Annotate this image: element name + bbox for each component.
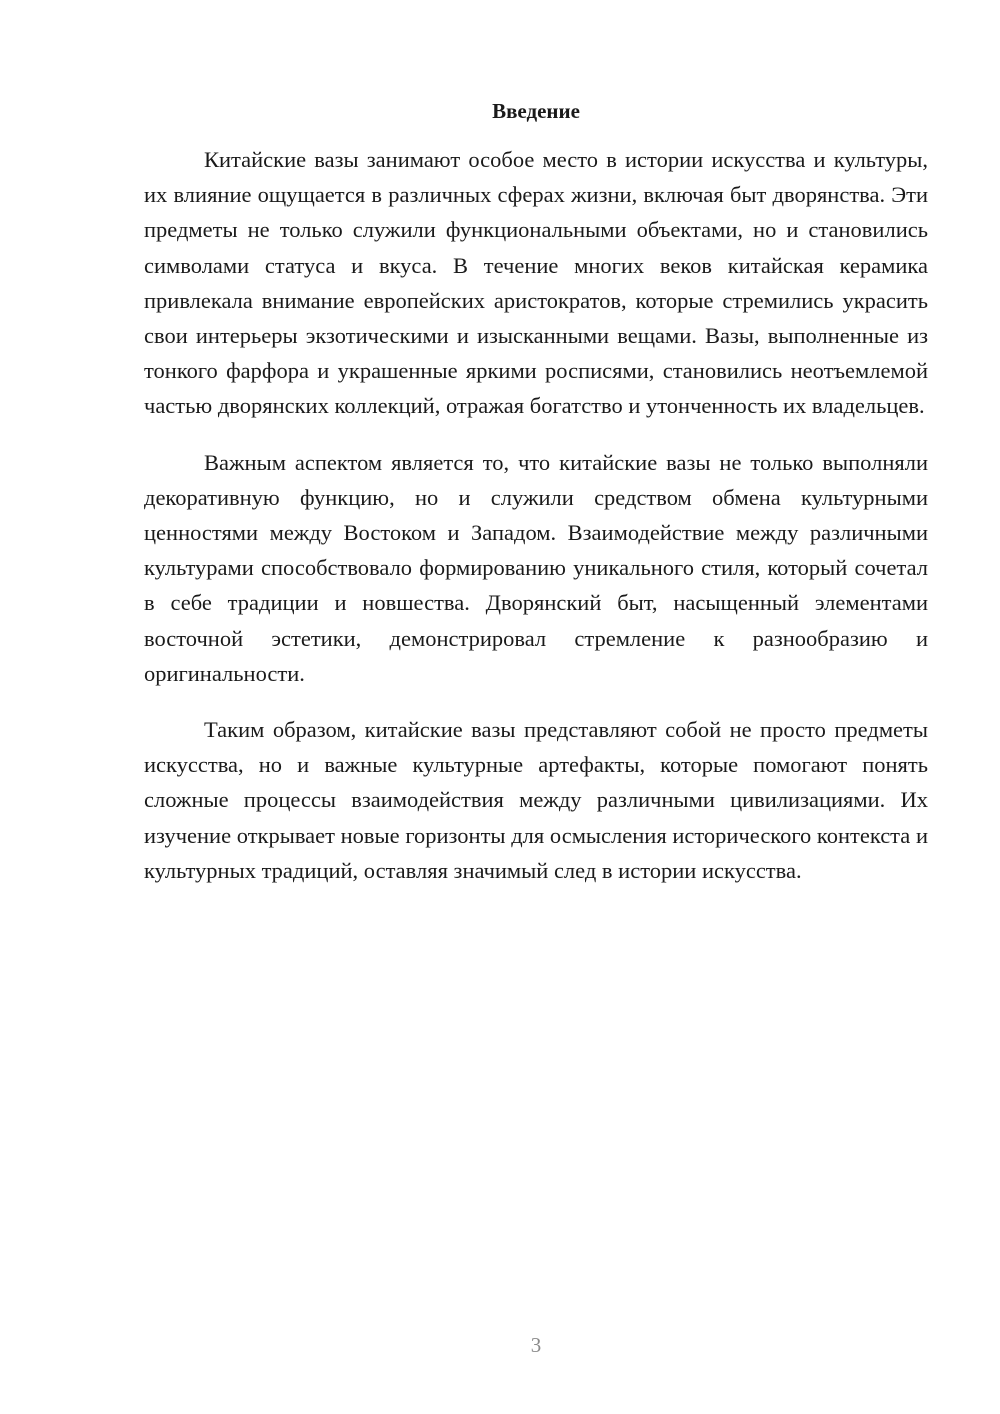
page-number: 3 [530, 1333, 542, 1357]
paragraph-2: Важным аспектом является то, что китайские вазы не только выполняли декоративную функцию, но и служили средством обмена культурными ценностями между Востоком и Западом. Взаимодействие между различными культурами способствовало формированию уникального стиля, который сочетал в себе традиции и новшества. Дворянский быт, насыщенный элементами восточной эстетики, демонстрировал стремление к разнообразию и оригинальности. [144, 449, 928, 686]
paragraph-3: Таким образом, китайские вазы представляют собой не просто предметы искусства, но и важные культурные артефакты, которые помогают понять сложные процессы взаимодействия между различными цивилизациями. Их изучение открывает новые горизонты для осмысления исторического контекста и культурных традиций, оставляя значимый след в истории искусства. [144, 717, 928, 883]
paragraph-1: Китайские вазы занимают особое место в истории искусства и культуры, их влияние ощущается в различных сферах жизни, включая быт дворянства. Эти предметы не только служили функциональными объектами, но и становились символами статуса и вкуса. В течение многих веков китайская керамика привлекала внимание европейских аристократов, которые стремились украсить свои интерьеры экзотическими и изысканными вещами. Вазы, выполненные из тонкого фарфора и украшенные яркими росписями, становились неотъемлемой частью дворянских коллекций, отражая богатство и утонченность их владельцев. [144, 147, 928, 419]
body-text [144, 142, 928, 909]
section-title: Введение [492, 99, 580, 123]
